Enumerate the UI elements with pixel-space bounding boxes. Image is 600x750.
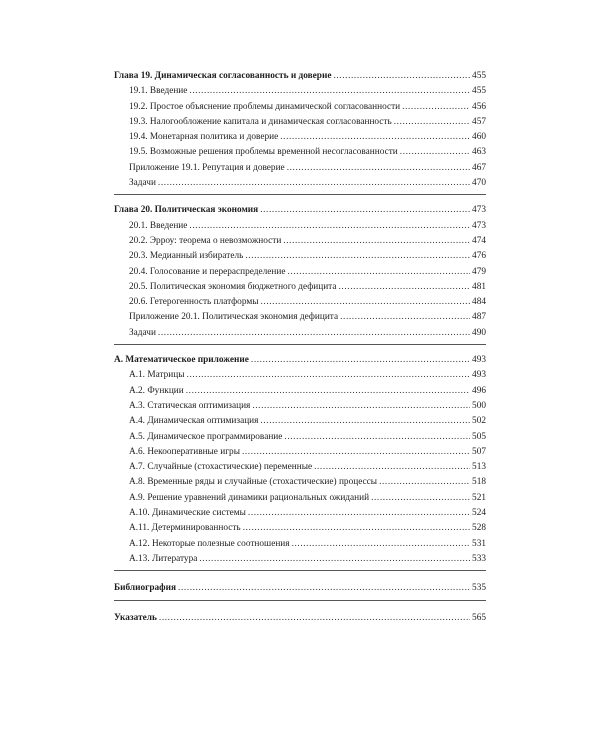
- toc-page-number: 467: [472, 162, 486, 173]
- dot-leader: [333, 69, 470, 84]
- toc-entry[interactable]: [114, 234, 486, 249]
- dot-leader: [189, 84, 470, 99]
- section-divider: [114, 344, 486, 345]
- dot-leader: [371, 491, 470, 506]
- toc-entry[interactable]: [114, 521, 486, 536]
- toc-entry-title: Указатель: [114, 612, 157, 623]
- dot-leader: [159, 611, 470, 626]
- toc-entry[interactable]: [114, 249, 486, 264]
- dot-leader: [187, 368, 471, 383]
- toc-entry[interactable]: [114, 100, 486, 115]
- toc-entry[interactable]: [114, 310, 486, 325]
- dot-leader: [287, 161, 470, 176]
- toc-entry[interactable]: [114, 145, 486, 160]
- toc-page-number: 479: [472, 266, 486, 277]
- toc-page-number: 457: [472, 116, 486, 127]
- toc-entry-title: A.1. Матрицы: [129, 370, 185, 381]
- toc-entry[interactable]: [114, 460, 486, 475]
- toc-page-number: 493: [472, 355, 486, 366]
- toc-entry-title: Библиография: [114, 583, 177, 594]
- toc-page-number: 474: [472, 235, 486, 246]
- toc-page-number: 533: [472, 553, 486, 564]
- dot-leader: [189, 219, 470, 234]
- toc-chapter-heading[interactable]: [114, 203, 486, 218]
- toc-page-number: 500: [472, 400, 486, 411]
- dot-leader: [402, 100, 470, 115]
- toc-entry[interactable]: [114, 491, 486, 506]
- dot-leader: [199, 552, 470, 567]
- toc-page-number: 518: [472, 477, 486, 488]
- dot-leader: [280, 130, 470, 145]
- toc-entry-title: Глава 20. Политическая экономия: [114, 205, 259, 216]
- toc-entry-title: 20.6. Гетерогенность платформы: [129, 297, 259, 308]
- toc-page-number: 476: [472, 251, 486, 262]
- dot-leader: [178, 581, 470, 596]
- toc-entry[interactable]: [114, 130, 486, 145]
- dot-leader: [158, 176, 470, 191]
- dot-leader: [186, 384, 470, 399]
- toc-page-number: 493: [472, 370, 486, 381]
- dot-leader: [284, 430, 470, 445]
- toc-entry-title: A.2. Функции: [129, 385, 184, 396]
- toc-page-number: 473: [472, 220, 486, 231]
- dot-leader: [283, 234, 470, 249]
- toc-entry-title: 20.1. Введение: [129, 220, 188, 231]
- toc-chapter-heading[interactable]: [114, 353, 486, 368]
- dot-leader: [260, 414, 470, 429]
- section-divider: [114, 600, 486, 601]
- toc-entry-title: A.4. Динамическая оптимизация: [129, 416, 259, 427]
- appendix-a-section: [114, 353, 486, 571]
- toc-entry[interactable]: [114, 295, 486, 310]
- toc-page-number: 565: [472, 612, 486, 623]
- dot-leader: [251, 353, 470, 368]
- toc-entry-title: 19.1. Введение: [129, 86, 188, 97]
- chapter-20-section: [114, 203, 486, 345]
- dot-leader: [260, 295, 470, 310]
- dot-leader: [292, 537, 470, 552]
- toc-page-number: 521: [472, 492, 486, 503]
- toc-entry[interactable]: [114, 176, 486, 191]
- toc-entry[interactable]: [114, 368, 486, 383]
- toc-page-number: 470: [472, 178, 486, 189]
- toc-entry-title: A.12. Некоторые полезные соотношения: [129, 538, 290, 549]
- toc-page-number: 484: [472, 297, 486, 308]
- toc-entry-title: A. Математическое приложение: [114, 355, 249, 366]
- toc-entry[interactable]: [114, 326, 486, 341]
- toc-page-number: 456: [472, 101, 486, 112]
- toc-entry-title: 19.3. Налогообложение капитала и динамическая согласованность: [129, 116, 392, 127]
- toc-page-number: 507: [472, 446, 486, 457]
- bibliography-section: [114, 581, 486, 600]
- chapter-19-section: [114, 69, 486, 195]
- dot-leader: [260, 203, 470, 218]
- toc-entry-title: A.10. Динамические системы: [129, 508, 246, 519]
- toc-entry[interactable]: [114, 280, 486, 295]
- toc-entry-title: A.8. Временные ряды и случайные (стохастические) процессы: [129, 477, 378, 488]
- toc-page-number: 463: [472, 147, 486, 158]
- toc-entry[interactable]: [114, 161, 486, 176]
- toc-entry-title: A.5. Динамическое программирование: [129, 431, 283, 442]
- toc-page-number: 502: [472, 416, 486, 427]
- toc-entry-title: A.11. Детерминированность: [129, 523, 241, 534]
- dot-leader: [314, 460, 470, 475]
- toc-page-number: 460: [472, 132, 486, 143]
- toc-page-number: 487: [472, 312, 486, 323]
- toc-entry-title: 19.5. Возможные решения проблемы временной несогласованности: [129, 147, 398, 158]
- toc-page-number: 524: [472, 508, 486, 519]
- dot-leader: [248, 506, 470, 521]
- index-section: [114, 611, 486, 626]
- toc-entry[interactable]: [114, 414, 486, 429]
- toc-index-entry[interactable]: [114, 611, 486, 626]
- toc-page-number: 513: [472, 462, 486, 473]
- toc-entry-title: 20.2. Эрроу: теорема о невозможности: [129, 235, 282, 246]
- toc-entry-title: Глава 19. Динамическая согласованность и доверие: [114, 71, 332, 81]
- toc-entry[interactable]: [114, 84, 486, 99]
- table-of-contents: [114, 69, 486, 634]
- dot-leader: [379, 475, 470, 490]
- toc-entry-title: Задачи: [129, 327, 156, 338]
- toc-page-number: 455: [472, 86, 486, 97]
- toc-entry-title: 19.4. Монетарная политика и доверие: [129, 132, 279, 143]
- toc-entry-title: A.6. Некооперативные игры: [129, 446, 240, 457]
- section-divider: [114, 570, 486, 571]
- toc-page-number: 481: [472, 281, 486, 292]
- section-divider: [114, 194, 486, 195]
- dot-leader: [242, 445, 470, 460]
- toc-entry-title: 19.2. Простое объяснение проблемы динамической согласованности: [129, 101, 401, 112]
- toc-entry[interactable]: [114, 475, 486, 490]
- toc-entry-title: A.7. Случайные (стохастические) переменные: [129, 462, 313, 473]
- toc-entry[interactable]: [114, 115, 486, 130]
- toc-chapter-heading[interactable]: [114, 69, 486, 84]
- toc-entry-title: 20.5. Политическая экономия бюджетного дефицита: [129, 281, 337, 292]
- toc-entry-title: Приложение 19.1. Репутация и доверие: [129, 162, 285, 173]
- dot-leader: [252, 399, 470, 414]
- dot-leader: [400, 145, 470, 160]
- toc-entry[interactable]: [114, 265, 486, 280]
- toc-entry[interactable]: [114, 445, 486, 460]
- dot-leader: [243, 521, 470, 536]
- toc-page-number: 473: [472, 205, 486, 216]
- dot-leader: [158, 326, 470, 341]
- toc-page-number: 496: [472, 385, 486, 396]
- toc-bibliography-entry[interactable]: [114, 581, 486, 596]
- toc-entry-title: 20.4. Голосование и перераспределение: [129, 266, 286, 277]
- toc-entry[interactable]: [114, 399, 486, 414]
- toc-entry[interactable]: [114, 430, 486, 445]
- toc-entry[interactable]: [114, 384, 486, 399]
- toc-entry[interactable]: [114, 219, 486, 234]
- toc-entry-title: A.9. Решение уравнений динамики рациональных ожиданий: [129, 492, 370, 503]
- dot-leader: [340, 310, 470, 325]
- dot-leader: [288, 265, 471, 280]
- dot-leader: [339, 280, 471, 295]
- toc-entry-title: Приложение 20.1. Политическая экономия дефицита: [129, 312, 339, 323]
- toc-page-number: 505: [472, 431, 486, 442]
- dot-leader: [394, 115, 470, 130]
- toc-entry-title: Задачи: [129, 178, 156, 189]
- toc-page-number: 490: [472, 327, 486, 338]
- dot-leader: [245, 249, 470, 264]
- toc-entry-title: 20.3. Медианный избиратель: [129, 251, 244, 262]
- toc-page-number: 535: [472, 583, 486, 594]
- toc-entry[interactable]: [114, 506, 486, 521]
- toc-page-number: 528: [472, 523, 486, 534]
- toc-entry-title: A.13. Литература: [129, 553, 198, 564]
- toc-entry-title: A.3. Статическая оптимизация: [129, 400, 251, 411]
- toc-page-number: 455: [472, 71, 486, 81]
- toc-entry[interactable]: [114, 552, 486, 567]
- toc-entry[interactable]: [114, 537, 486, 552]
- toc-page-number: 531: [472, 538, 486, 549]
